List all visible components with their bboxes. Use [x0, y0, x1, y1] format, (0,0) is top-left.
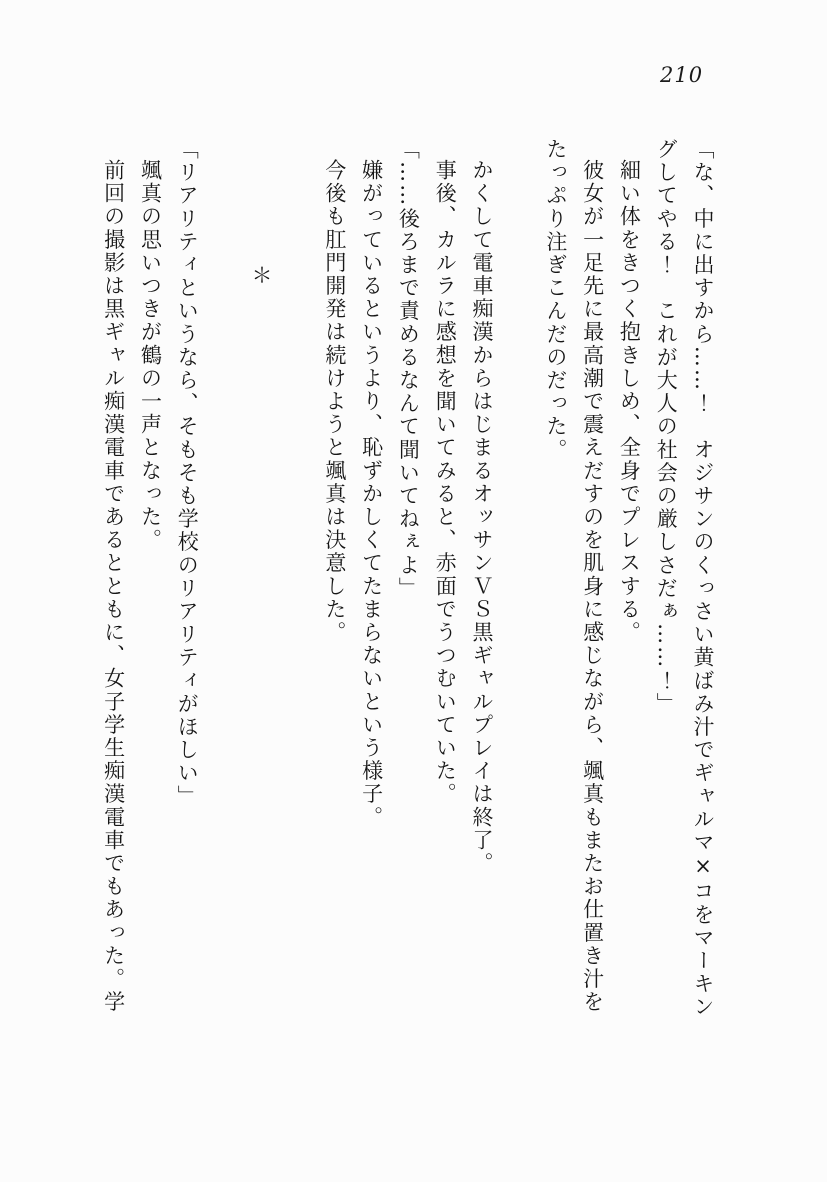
text-line: 嫌がっているというより、恥ずかしくてたまらないという様子。 — [359, 159, 384, 829]
text-line: グしてやる！ これが大人の社会の厳しさだぁ……！」 — [654, 138, 679, 716]
text-line: 「な、中に出すから……！ オジサンのくっさい黄ばみ汁でギャルマ×コをマーキン — [691, 138, 715, 1019]
text-line: 颯真の思いつきが鶴の一声となった。 — [138, 159, 163, 552]
text-line: かくして電車痴漢からはじまるオッサンＶＳ黒ギャルプレイは終了。 — [470, 159, 495, 876]
text-block — [95, 138, 721, 1043]
text-line: 「……後ろまで責めるなんて聞いてねぇよ」 — [396, 138, 421, 600]
text-line: 今後も肛門開発は続けようと颯真は決意した。 — [322, 159, 347, 645]
text-line: 彼女が一足先に最高潮で震えだすのを肌身に感じながら、颯真もまたお仕置き汁を — [580, 159, 605, 1014]
text-line: 前回の撮影は黒ギャル痴漢電車であるとともに、女子学生痴漢電車でもあった。学 — [101, 159, 126, 1014]
page-number: 210 — [660, 63, 704, 87]
column-spacer — [500, 138, 537, 1043]
section-separator: ＊ — [249, 264, 274, 288]
text-line: 細い体をきつく抱きしめ、全身でプレスする。 — [617, 159, 642, 645]
column-spacer — [279, 138, 316, 1043]
text-line: 「リアリティというなら、そもそも学校のリアリティがほしい」 — [175, 138, 200, 808]
text-line: 事後、カルラに感想を聞いてみると、赤面でうつむいていた。 — [433, 159, 458, 806]
column-spacer — [205, 138, 242, 1043]
text-line: たっぷり注ぎこんだのだった。 — [543, 138, 568, 462]
